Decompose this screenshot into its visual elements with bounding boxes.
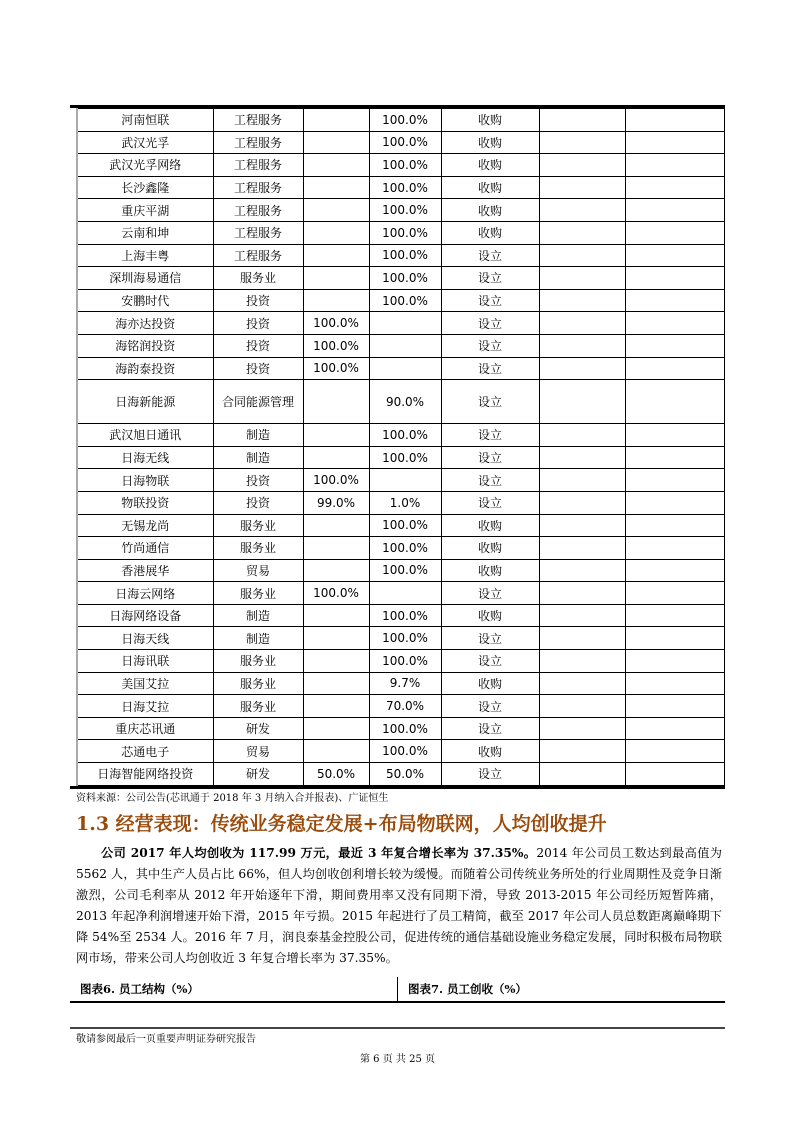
table-cell: 香港展华 [77,559,213,582]
table-cell: 100.0% [369,559,441,582]
table-cell: 设立 [441,380,539,424]
table-cell: 设立 [441,717,539,740]
table-row [77,469,724,492]
table-cell: 100.0% [303,334,369,357]
table-row [77,221,724,244]
table-cell: 100.0% [369,131,441,154]
table-cell: 100.0% [369,740,441,763]
table-cell [303,740,369,763]
table-cell: 50.0% [303,763,369,786]
table-cell: 收购 [441,604,539,627]
table-cell: 制造 [213,604,303,627]
figure-title-row [70,977,725,1003]
table-row [77,289,724,312]
table-cell [539,424,625,447]
table-cell [303,244,369,267]
table-cell [303,672,369,695]
table-row [77,334,724,357]
table-cell [625,176,724,199]
table-cell: 日海物联 [77,469,213,492]
table-row [77,424,724,447]
table-cell [369,312,441,335]
table-cell [539,267,625,290]
table-cell [303,627,369,650]
table-cell: 投资 [213,289,303,312]
footer-disclaimer: 敬请参阅最后一页重要声明证券研究报告 [76,1033,256,1045]
table-cell: 99.0% [303,491,369,514]
table-cell: 9.7% [369,672,441,695]
table-cell: 100.0% [369,176,441,199]
table-row [77,740,724,763]
table-cell: 100.0% [369,154,441,177]
table-cell: 收购 [441,109,539,132]
table-cell [625,717,724,740]
table-cell: 100.0% [369,267,441,290]
table-cell: 70.0% [369,695,441,718]
table-row [77,559,724,582]
table-cell [369,469,441,492]
table-cell: 武汉光孚 [77,131,213,154]
table-cell: 100.0% [369,289,441,312]
table-cell: 设立 [441,244,539,267]
table-cell: 服务业 [213,695,303,718]
table-cell: 深圳海易通信 [77,267,213,290]
table-cell [303,380,369,424]
table-cell [539,131,625,154]
table-row [77,695,724,718]
table-cell [539,244,625,267]
table-cell: 制造 [213,627,303,650]
page-number: 第 6 页 共 25 页 [360,1053,435,1065]
table-cell: 收购 [441,559,539,582]
table-cell [625,650,724,673]
table-cell: 设立 [441,334,539,357]
table-cell: 日海新能源 [77,380,213,424]
table-cell: 收购 [441,176,539,199]
table-row [77,627,724,650]
table-cell: 100.0% [369,650,441,673]
table-cell [625,154,724,177]
table-cell: 收购 [441,514,539,537]
table-cell [625,537,724,560]
table-cell [303,109,369,132]
table-row [77,604,724,627]
table-cell: 工程服务 [213,176,303,199]
table-cell [625,289,724,312]
table-cell [539,357,625,380]
table-cell: 上海丰粤 [77,244,213,267]
table-cell [625,109,724,132]
table-cell [303,650,369,673]
table-row [77,380,724,424]
table-cell [303,289,369,312]
table-cell [303,559,369,582]
table-cell: 收购 [441,537,539,560]
table-cell: 100.0% [369,424,441,447]
table-cell [625,424,724,447]
source-note: 资料来源：公司公告(芯讯通于 2018 年 3 月纳入合并报表)、广证恒生 [76,792,389,804]
table-cell [303,424,369,447]
table-cell: 1.0% [369,491,441,514]
table-cell: 制造 [213,424,303,447]
figure-7-title: 图表7. 员工创收（%） [397,977,724,1001]
table-row [77,131,724,154]
table-cell: 设立 [441,695,539,718]
table-cell: 100.0% [369,244,441,267]
table-cell: 100.0% [369,221,441,244]
table-cell: 河南恒联 [77,109,213,132]
table-row [77,267,724,290]
table-cell [303,221,369,244]
table-cell [303,717,369,740]
table-cell: 100.0% [369,604,441,627]
table-cell: 重庆芯讯通 [77,717,213,740]
table-row [77,199,724,222]
figure-6-title: 图表6. 员工结构（%） [80,981,199,996]
table-cell [539,740,625,763]
table-cell: 芯通电子 [77,740,213,763]
table-cell [625,604,724,627]
footer-rule [70,1027,725,1029]
table-cell [625,695,724,718]
table-cell [539,695,625,718]
table-cell: 工程服务 [213,109,303,132]
table-row [77,763,724,786]
table-cell [539,199,625,222]
table-cell: 设立 [441,491,539,514]
table-cell: 日海天线 [77,627,213,650]
table-cell [625,582,724,605]
table-cell: 工程服务 [213,199,303,222]
table-cell [303,537,369,560]
table-cell [539,672,625,695]
table-cell: 100.0% [369,537,441,560]
table-cell [303,267,369,290]
table-cell [625,627,724,650]
table-cell: 90.0% [369,380,441,424]
table-cell: 日海云网络 [77,582,213,605]
table-cell: 服务业 [213,582,303,605]
table-cell: 海亦达投资 [77,312,213,335]
table-cell: 日海智能网络投资 [77,763,213,786]
paragraph-lead: 公司 2017 年人均创收为 117.99 万元，最近 3 年复合增长率为 37.35%。 [101,845,537,860]
table-cell: 设立 [441,469,539,492]
table-cell: 安鹏时代 [77,289,213,312]
table-cell [539,627,625,650]
table-cell [369,334,441,357]
table-cell: 云南和坤 [77,221,213,244]
table-row [77,537,724,560]
table-cell: 日海艾拉 [77,695,213,718]
table-cell [625,244,724,267]
table-cell: 研发 [213,763,303,786]
table-cell: 设立 [441,650,539,673]
table-row [77,446,724,469]
table-cell [539,514,625,537]
table-row [77,717,724,740]
table-cell: 设立 [441,582,539,605]
table-cell: 投资 [213,469,303,492]
table-cell [625,357,724,380]
table-cell [539,289,625,312]
table-cell: 重庆平湖 [77,199,213,222]
table-cell: 设立 [441,267,539,290]
table-cell: 设立 [441,357,539,380]
table-cell [625,380,724,424]
table-cell: 设立 [441,627,539,650]
table-cell: 物联投资 [77,491,213,514]
paragraph-text: 2014 年公司员工数达到最高值为 5562 人，其中生产人员占比 66%，但人均创收创利增长较为缓慢。而随着公司传统业务所处的行业周期性及竞争日渐激烈，公司毛利率从 2012 年开始逐年下滑，期间费用率又没有同期下滑，导致 2013-2015 年公司经历短暂阵痛，2013 年起净利润增速开始下滑，2015 年亏损。2015 年起进行了员工精简，截至 2017 年公司人员总数距离巅峰期下降 54%至 2534 人。2016 年 7 月，润良泰基金控股公司，促进传统的通信基础设施业务稳定发展，同时积极布局物联网市场，带来公司人均创收近 3 年复合增长率为 37.35%。 [76,845,722,965]
table-row [77,357,724,380]
table-cell [625,221,724,244]
table-cell: 研发 [213,717,303,740]
table-cell: 投资 [213,357,303,380]
table-row [77,176,724,199]
table-cell: 制造 [213,446,303,469]
table-row [77,244,724,267]
table-cell [303,604,369,627]
table-row [77,514,724,537]
table-cell: 100.0% [369,109,441,132]
table-cell [303,446,369,469]
table-cell: 投资 [213,491,303,514]
table-cell: 武汉光孚网络 [77,154,213,177]
table-cell [303,199,369,222]
table-cell: 美国艾拉 [77,672,213,695]
table-cell: 长沙鑫隆 [77,176,213,199]
table-cell [369,582,441,605]
section-heading: 1.3 经营表现：传统业务稳定发展+布局物联网，人均创收提升 [76,812,607,835]
table-cell: 收购 [441,221,539,244]
table-row [77,650,724,673]
table-cell [625,446,724,469]
table-cell [539,469,625,492]
table-cell: 日海讯联 [77,650,213,673]
table-cell: 设立 [441,424,539,447]
table-cell: 收购 [441,154,539,177]
table-cell [539,334,625,357]
table-cell [625,312,724,335]
table-cell [539,604,625,627]
page-content [70,105,725,1067]
table-cell: 日海网络设备 [77,604,213,627]
table-cell: 100.0% [369,446,441,469]
table-cell [625,514,724,537]
table-cell [539,446,625,469]
table-cell [539,717,625,740]
table-cell: 武汉旭日通讯 [77,424,213,447]
table-cell: 贸易 [213,740,303,763]
table-cell [539,154,625,177]
table-cell: 服务业 [213,267,303,290]
table-bottom-rule [70,786,725,789]
table-cell: 服务业 [213,537,303,560]
table-row [77,154,724,177]
table-cell [625,740,724,763]
table-row [77,312,724,335]
table-cell: 服务业 [213,514,303,537]
table-cell [625,469,724,492]
table-cell: 设立 [441,763,539,786]
table-cell [625,559,724,582]
table-cell [539,312,625,335]
table-cell: 100.0% [303,312,369,335]
table-cell: 工程服务 [213,131,303,154]
table-cell [539,176,625,199]
table-cell: 服务业 [213,650,303,673]
table-row [77,672,724,695]
table-row [77,582,724,605]
subsidiary-table [76,108,725,786]
table-cell: 100.0% [369,627,441,650]
table-cell: 100.0% [303,582,369,605]
table-cell [539,380,625,424]
table-cell [539,221,625,244]
table-cell [625,267,724,290]
table-cell [303,154,369,177]
table-cell [539,559,625,582]
table-cell: 投资 [213,312,303,335]
table-row [77,109,724,132]
table-cell: 50.0% [369,763,441,786]
table-cell: 收购 [441,131,539,154]
table-cell [625,672,724,695]
table-cell [539,109,625,132]
table-cell: 海铭润投资 [77,334,213,357]
table-cell: 100.0% [369,514,441,537]
table-cell [303,514,369,537]
table-cell [303,695,369,718]
table-cell: 工程服务 [213,244,303,267]
table-cell: 设立 [441,446,539,469]
table-cell [625,199,724,222]
table-cell: 100.0% [303,469,369,492]
table-cell: 设立 [441,289,539,312]
table-cell: 无锡龙尚 [77,514,213,537]
table-cell: 100.0% [303,357,369,380]
table-cell [539,491,625,514]
table-cell: 投资 [213,334,303,357]
table-cell [625,131,724,154]
table-cell: 海韵泰投资 [77,357,213,380]
table-cell: 服务业 [213,672,303,695]
table-cell: 日海无线 [77,446,213,469]
table-cell: 合同能源管理 [213,380,303,424]
table-cell: 工程服务 [213,221,303,244]
table-cell: 收购 [441,672,539,695]
table-row [77,491,724,514]
table-cell: 设立 [441,312,539,335]
table-cell [539,763,625,786]
table-cell [539,537,625,560]
table-cell: 竹尚通信 [77,537,213,560]
table-cell [539,650,625,673]
table-cell: 收购 [441,199,539,222]
table-cell [303,131,369,154]
table-cell [539,582,625,605]
table-cell [303,176,369,199]
table-cell [369,357,441,380]
body-paragraph [76,843,722,969]
table-cell: 贸易 [213,559,303,582]
table-cell: 收购 [441,740,539,763]
table-cell: 100.0% [369,717,441,740]
table-cell [625,334,724,357]
table-cell: 工程服务 [213,154,303,177]
table-cell [625,491,724,514]
table-cell [625,763,724,786]
table-cell: 100.0% [369,199,441,222]
